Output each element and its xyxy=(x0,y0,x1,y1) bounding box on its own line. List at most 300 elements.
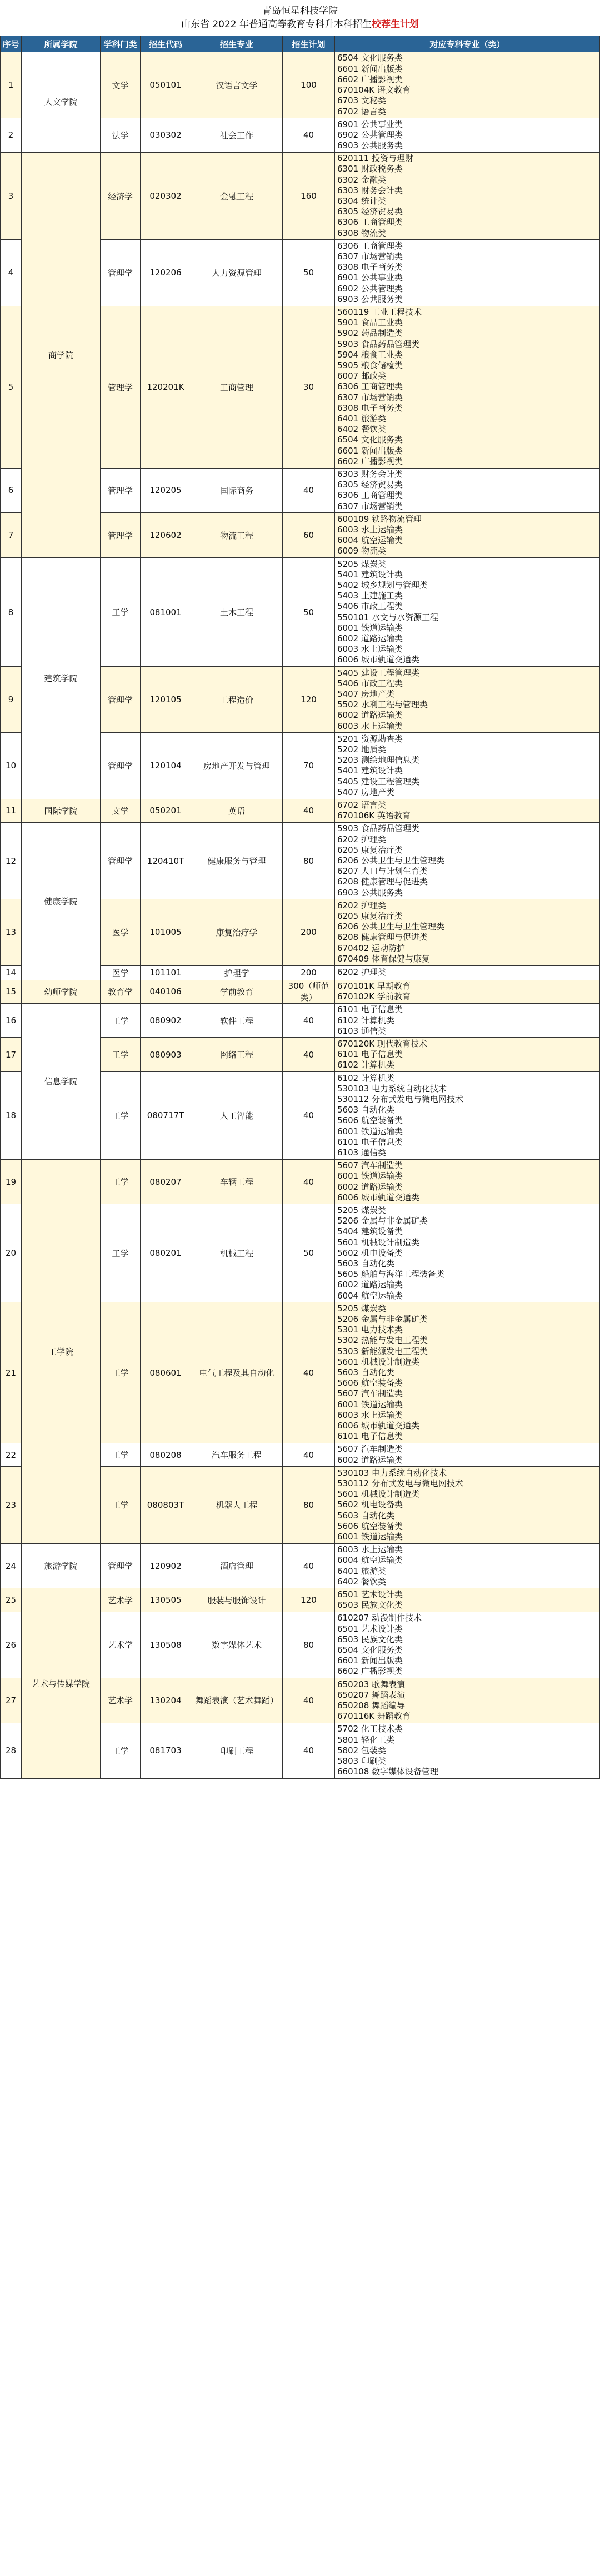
source-major-item: 650207 舞蹈表演 xyxy=(337,1689,406,1700)
category-cell: 管理学 xyxy=(101,469,141,514)
source-major-item: 6103 通信类 xyxy=(337,1147,386,1158)
college-cell: 商学院 xyxy=(22,153,101,558)
source-major-item: 610207 动漫制作技术 xyxy=(337,1613,422,1623)
category-cell: 管理学 xyxy=(101,667,141,733)
source-major-item: 6503 民族文化类 xyxy=(337,1600,403,1611)
source-majors-cell xyxy=(335,823,600,899)
source-major-item: 6003 水上运输类 xyxy=(337,1410,403,1420)
source-majors-list xyxy=(337,119,597,151)
row-number: 24 xyxy=(1,1544,22,1589)
plan-cell: 80 xyxy=(283,1467,335,1543)
row-number: 17 xyxy=(1,1038,22,1072)
major-name-cell: 机器人工程 xyxy=(191,1467,283,1543)
source-major-item: 5601 机械设计制造类 xyxy=(337,1489,419,1500)
source-major-item: 5407 房地产类 xyxy=(337,689,394,700)
source-major-item: 6002 道路运输类 xyxy=(337,1455,403,1465)
source-major-item: 5502 水利工程与管理类 xyxy=(337,700,428,710)
source-major-item: 670102K 学前教育 xyxy=(337,992,411,1002)
source-major-item: 6001 铁道运输类 xyxy=(337,1531,403,1542)
code-cell: 120201K xyxy=(141,306,191,469)
source-major-item: 5405 建设工程管理类 xyxy=(337,667,419,678)
source-major-item: 5605 船舶与海洋工程装备类 xyxy=(337,1269,444,1280)
code-cell: 120602 xyxy=(141,513,191,558)
major-name-cell: 车辆工程 xyxy=(191,1160,283,1205)
source-major-item: 6308 物流类 xyxy=(337,228,386,238)
source-majors-cell xyxy=(335,153,600,240)
row-number: 3 xyxy=(1,153,22,240)
source-major-item: 6101 电子信息类 xyxy=(337,1136,403,1147)
source-major-item: 6207 人口与计划生育类 xyxy=(337,866,428,877)
source-major-item: 6504 文化服务类 xyxy=(337,53,403,63)
category-cell: 文学 xyxy=(101,52,141,118)
row-number: 18 xyxy=(1,1072,22,1160)
plan-cell: 40 xyxy=(283,1038,335,1072)
source-major-item: 5402 城乡规划与管理类 xyxy=(337,580,428,591)
source-major-item: 6003 水上运输类 xyxy=(337,721,403,731)
source-majors-cell xyxy=(335,1612,600,1678)
source-major-item: 5902 药品制造类 xyxy=(337,328,403,339)
source-majors-list xyxy=(337,1545,597,1587)
source-major-item: 6007 邮政类 xyxy=(337,371,386,381)
major-name-cell: 酒店管理 xyxy=(191,1544,283,1589)
category-cell: 管理学 xyxy=(101,306,141,469)
source-major-item: 5603 自动化类 xyxy=(337,1105,394,1115)
code-cell: 050101 xyxy=(141,52,191,118)
source-major-item: 6307 市场营销类 xyxy=(337,251,403,262)
source-major-item: 670120K 现代教育技术 xyxy=(337,1038,427,1049)
source-major-item: 6306 工商管理类 xyxy=(337,381,403,392)
source-major-item: 6602 广播影视类 xyxy=(337,74,403,84)
source-major-item: 6903 公共服务类 xyxy=(337,294,403,304)
college-cell: 幼师学院 xyxy=(22,980,101,1004)
source-major-item: 6002 道路运输类 xyxy=(337,1181,403,1192)
plan-cell: 40 xyxy=(283,118,335,153)
source-major-item: 6302 金融类 xyxy=(337,174,386,185)
source-major-item: 6305 经济贸易类 xyxy=(337,480,403,490)
row-number: 15 xyxy=(1,980,22,1004)
row-number: 4 xyxy=(1,240,22,306)
source-major-item: 650203 歌舞表演 xyxy=(337,1679,406,1689)
major-name-cell: 电气工程及其自动化 xyxy=(191,1302,283,1443)
source-major-item: 5603 自动化类 xyxy=(337,1258,394,1269)
source-majors-list xyxy=(337,1724,597,1777)
plan-cell: 120 xyxy=(283,1588,335,1612)
code-cell: 120902 xyxy=(141,1544,191,1589)
major-name-cell: 工程造价 xyxy=(191,667,283,733)
source-major-item: 5303 新能源发电工程类 xyxy=(337,1346,428,1356)
header-major: 招生专业 xyxy=(191,36,283,52)
source-majors-cell xyxy=(335,1678,600,1723)
source-majors-cell xyxy=(335,1443,600,1467)
code-cell: 130204 xyxy=(141,1678,191,1723)
source-major-item: 6308 电子商务类 xyxy=(337,262,403,273)
row-number: 21 xyxy=(1,1302,22,1443)
enrollment-table xyxy=(0,36,600,1779)
code-cell: 120105 xyxy=(141,667,191,733)
source-major-item: 5602 机电设备类 xyxy=(337,1500,403,1510)
plan-cell: 300（师范类） xyxy=(283,980,335,1004)
source-major-item: 5205 煤炭类 xyxy=(337,559,386,569)
source-major-item: 6501 艺术设计类 xyxy=(337,1623,403,1634)
category-cell: 工学 xyxy=(101,558,141,667)
major-name-cell: 软件工程 xyxy=(191,1004,283,1038)
source-major-item: 6703 文秘类 xyxy=(337,95,386,106)
source-major-item: 6902 公共管理类 xyxy=(337,129,403,140)
plan-cell: 50 xyxy=(283,558,335,667)
title-highlight: 校荐生计划 xyxy=(372,19,419,30)
category-cell: 管理学 xyxy=(101,240,141,306)
major-name-cell: 机械工程 xyxy=(191,1204,283,1302)
source-major-item: 6003 水上运输类 xyxy=(337,525,403,535)
source-major-item: 5603 自动化类 xyxy=(337,1510,394,1521)
source-major-item: 6306 工商管理类 xyxy=(337,240,403,251)
source-majors-list xyxy=(337,1161,597,1203)
source-majors-cell xyxy=(335,1004,600,1038)
college-cell: 艺术与传媒学院 xyxy=(22,1588,101,1778)
source-major-item: 6002 道路运输类 xyxy=(337,710,403,721)
major-name-cell: 人工智能 xyxy=(191,1072,283,1160)
source-majors-list xyxy=(337,982,597,1002)
source-majors-cell xyxy=(335,469,600,514)
source-major-item: 6602 广播影视类 xyxy=(337,456,403,466)
code-cell: 080902 xyxy=(141,1004,191,1038)
plan-cell: 50 xyxy=(283,1204,335,1302)
source-majors-cell xyxy=(335,1588,600,1612)
major-name-cell: 物流工程 xyxy=(191,513,283,558)
code-cell: 080903 xyxy=(141,1038,191,1072)
source-major-item: 5606 航空装备类 xyxy=(337,1521,403,1531)
row-number: 5 xyxy=(1,306,22,469)
source-major-item: 600109 铁路物流管理 xyxy=(337,514,422,524)
code-cell: 080601 xyxy=(141,1302,191,1443)
source-major-item: 6202 护理类 xyxy=(337,967,386,978)
plan-cell: 40 xyxy=(283,1072,335,1160)
source-major-item: 6009 物流类 xyxy=(337,546,386,556)
source-major-item: 5406 市政工程类 xyxy=(337,678,403,688)
source-major-item: 6004 航空运输类 xyxy=(337,1555,403,1566)
source-major-item: 6202 护理类 xyxy=(337,834,386,844)
source-major-item: 6001 铁道运输类 xyxy=(337,622,403,633)
source-major-item: 6902 公共管理类 xyxy=(337,283,403,294)
source-majors-list xyxy=(337,668,597,731)
source-majors-list xyxy=(337,470,597,512)
source-major-item: 5803 印刷类 xyxy=(337,1755,386,1766)
category-cell: 法学 xyxy=(101,118,141,153)
row-number: 12 xyxy=(1,823,22,899)
source-majors-list xyxy=(337,514,597,556)
plan-cell: 40 xyxy=(283,1544,335,1589)
plan-cell: 40 xyxy=(283,1443,335,1467)
source-majors-cell xyxy=(335,1467,600,1543)
source-majors-cell xyxy=(335,1204,600,1302)
source-majors-list xyxy=(337,824,597,898)
code-cell: 120205 xyxy=(141,469,191,514)
row-number: 6 xyxy=(1,469,22,514)
code-cell: 080803T xyxy=(141,1467,191,1543)
source-majors-cell xyxy=(335,799,600,823)
source-majors-list xyxy=(337,1468,597,1542)
source-major-item: 6903 公共服务类 xyxy=(337,887,403,898)
source-majors-list xyxy=(337,1589,597,1610)
code-cell: 120206 xyxy=(141,240,191,306)
plan-cell: 200 xyxy=(283,899,335,965)
major-name-cell: 国际商务 xyxy=(191,469,283,514)
plan-cell: 120 xyxy=(283,667,335,733)
major-name-cell: 学前教育 xyxy=(191,980,283,1004)
source-major-item: 6001 铁道运输类 xyxy=(337,1171,403,1181)
plan-cell: 40 xyxy=(283,1004,335,1038)
row-number: 28 xyxy=(1,1723,22,1779)
row-number: 11 xyxy=(1,799,22,823)
source-major-item: 620111 投资与理财 xyxy=(337,153,414,164)
school-name: 青岛恒星科技学院 xyxy=(262,6,338,17)
source-major-item: 6402 餐饮类 xyxy=(337,1576,386,1587)
source-majors-list xyxy=(337,308,597,467)
college-cell: 健康学院 xyxy=(22,823,101,980)
code-cell: 020302 xyxy=(141,153,191,240)
source-major-item: 5405 建设工程管理类 xyxy=(337,776,419,787)
source-major-item: 6301 财政税务类 xyxy=(337,164,403,174)
row-number: 14 xyxy=(1,966,22,980)
row-number: 23 xyxy=(1,1467,22,1543)
source-major-item: 6305 经济贸易类 xyxy=(337,207,403,217)
category-cell: 艺术学 xyxy=(101,1678,141,1723)
source-major-item: 5407 房地产类 xyxy=(337,787,394,797)
header-plan: 招生计划 xyxy=(283,36,335,52)
source-major-item: 6901 公共事业类 xyxy=(337,119,403,129)
source-major-item: 5702 化工技术类 xyxy=(337,1724,403,1734)
row-number: 10 xyxy=(1,733,22,799)
row-number: 2 xyxy=(1,118,22,153)
source-majors-cell xyxy=(335,1038,600,1072)
category-cell: 艺术学 xyxy=(101,1588,141,1612)
document-title xyxy=(0,18,600,31)
code-cell: 101101 xyxy=(141,966,191,980)
source-major-item: 5901 食品工业类 xyxy=(337,318,403,328)
source-major-item: 670106K 英语教育 xyxy=(337,811,411,821)
college-cell: 工学院 xyxy=(22,1160,101,1544)
header-category: 学科门类 xyxy=(101,36,141,52)
college-cell: 建筑学院 xyxy=(22,558,101,799)
source-major-item: 5606 航空装备类 xyxy=(337,1115,403,1126)
source-majors-cell xyxy=(335,240,600,306)
source-majors-cell xyxy=(335,899,600,965)
plan-cell: 40 xyxy=(283,1678,335,1723)
source-major-item: 650208 舞蹈编导 xyxy=(337,1700,406,1710)
code-cell: 130508 xyxy=(141,1612,191,1678)
source-major-item: 5201 资源勘查类 xyxy=(337,733,403,744)
source-majors-cell xyxy=(335,1072,600,1160)
row-number: 20 xyxy=(1,1204,22,1302)
category-cell: 工学 xyxy=(101,1004,141,1038)
source-majors-list xyxy=(337,1613,597,1677)
source-major-item: 5603 自动化类 xyxy=(337,1367,394,1377)
source-major-item: 5401 建筑设计类 xyxy=(337,569,403,580)
source-major-item: 6101 电子信息类 xyxy=(337,1431,403,1442)
source-major-item: 6006 城市轨道交通类 xyxy=(337,1420,419,1431)
source-major-item: 5802 包装类 xyxy=(337,1745,386,1755)
category-cell: 工学 xyxy=(101,1443,141,1467)
document-header xyxy=(0,0,600,36)
source-majors-list xyxy=(337,801,597,821)
source-major-item: 6903 公共服务类 xyxy=(337,140,403,151)
major-name-cell: 人力资源管理 xyxy=(191,240,283,306)
row-number: 16 xyxy=(1,1004,22,1038)
plan-cell: 40 xyxy=(283,1723,335,1779)
source-majors-list xyxy=(337,1679,597,1722)
plan-cell: 40 xyxy=(283,469,335,514)
source-major-item: 6205 康复治疗类 xyxy=(337,911,403,921)
source-major-item: 6202 护理类 xyxy=(337,900,386,910)
source-major-item: 530103 电力系统自动化技术 xyxy=(337,1083,447,1094)
source-major-item: 6102 计算机类 xyxy=(337,1073,394,1083)
source-major-item: 670116K 舞蹈教育 xyxy=(337,1711,411,1722)
row-number: 7 xyxy=(1,513,22,558)
header-code: 招生代码 xyxy=(141,36,191,52)
source-majors-list xyxy=(337,1445,597,1465)
source-major-item: 5205 煤炭类 xyxy=(337,1303,386,1314)
plan-cell: 70 xyxy=(283,733,335,799)
source-majors-list xyxy=(337,1304,597,1442)
source-major-item: 6102 计算机类 xyxy=(337,1060,394,1070)
code-cell: 080207 xyxy=(141,1160,191,1205)
source-majors-cell xyxy=(335,52,600,118)
code-cell: 030302 xyxy=(141,118,191,153)
plan-cell: 60 xyxy=(283,513,335,558)
source-major-item: 5601 机械设计制造类 xyxy=(337,1356,419,1367)
source-major-item: 6401 旅游类 xyxy=(337,414,386,424)
source-major-item: 6306 工商管理类 xyxy=(337,217,403,228)
source-major-item: 6601 新闻出版类 xyxy=(337,63,403,74)
source-majors-cell xyxy=(335,513,600,558)
source-major-item: 6501 艺术设计类 xyxy=(337,1589,403,1599)
source-major-item: 6602 广播影视类 xyxy=(337,1666,403,1677)
source-major-item: 6503 民族文化类 xyxy=(337,1634,403,1644)
header-source-majors: 对应专科专业（类） xyxy=(335,36,600,52)
source-majors-list xyxy=(337,1073,597,1158)
code-cell: 120104 xyxy=(141,733,191,799)
source-major-item: 5601 机械设计制造类 xyxy=(337,1237,419,1247)
row-number: 26 xyxy=(1,1612,22,1678)
source-major-item: 6307 市场营销类 xyxy=(337,501,403,511)
plan-cell: 40 xyxy=(283,1302,335,1443)
major-name-cell: 舞蹈表演（艺术舞蹈） xyxy=(191,1678,283,1723)
source-major-item: 6101 电子信息类 xyxy=(337,1049,403,1060)
source-major-item: 6504 文化服务类 xyxy=(337,435,403,445)
source-major-item: 560119 工业工程技术 xyxy=(337,307,422,318)
source-majors-list xyxy=(337,559,597,665)
source-major-item: 6304 统计类 xyxy=(337,196,386,207)
source-major-item: 6901 公共事业类 xyxy=(337,273,403,283)
source-major-item: 5801 轻化工类 xyxy=(337,1734,394,1745)
source-major-item: 6601 新闻出版类 xyxy=(337,445,403,456)
code-cell: 080201 xyxy=(141,1204,191,1302)
source-major-item: 5607 汽车制造类 xyxy=(337,1444,403,1455)
source-major-item: 530103 电力系统自动化技术 xyxy=(337,1467,447,1478)
college-cell: 人文学院 xyxy=(22,52,101,153)
code-cell: 081001 xyxy=(141,558,191,667)
college-cell: 信息学院 xyxy=(22,1004,101,1160)
source-major-item: 5404 建筑设备类 xyxy=(337,1226,403,1237)
category-cell: 管理学 xyxy=(101,1544,141,1589)
source-majors-list xyxy=(337,900,597,964)
row-number: 8 xyxy=(1,558,22,667)
source-major-item: 6103 通信类 xyxy=(337,1025,386,1036)
source-major-item: 5205 煤炭类 xyxy=(337,1205,386,1215)
source-major-item: 5406 市政工程类 xyxy=(337,601,403,612)
source-major-item: 6004 航空运输类 xyxy=(337,1290,403,1301)
source-major-item: 670402 运动防护 xyxy=(337,943,406,953)
row-number: 25 xyxy=(1,1588,22,1612)
source-major-item: 5203 测绘地理信息类 xyxy=(337,755,419,766)
source-major-item: 5903 食品药品管理类 xyxy=(337,823,419,834)
source-majors-list xyxy=(337,1005,597,1037)
source-major-item: 670101K 早期教育 xyxy=(337,981,411,991)
source-major-item: 6003 水上运输类 xyxy=(337,644,403,655)
category-cell: 工学 xyxy=(101,1072,141,1160)
source-majors-cell xyxy=(335,1302,600,1443)
source-major-item: 6205 康复治疗类 xyxy=(337,844,403,855)
code-cell: 050201 xyxy=(141,799,191,823)
source-major-item: 5903 食品药品管理类 xyxy=(337,339,419,349)
source-major-item: 6002 道路运输类 xyxy=(337,633,403,644)
source-major-item: 6206 公共卫生与卫生管理类 xyxy=(337,922,444,932)
category-cell: 工学 xyxy=(101,1160,141,1205)
category-cell: 工学 xyxy=(101,1204,141,1302)
source-major-item: 530112 分布式发电与微电网技术 xyxy=(337,1094,464,1104)
code-cell: 120410T xyxy=(141,823,191,899)
source-majors-list xyxy=(337,967,597,979)
code-cell: 130505 xyxy=(141,1588,191,1612)
source-major-item: 5302 热能与发电工程类 xyxy=(337,1335,428,1346)
plan-cell: 80 xyxy=(283,1612,335,1678)
major-name-cell: 汉语言文学 xyxy=(191,52,283,118)
plan-cell: 40 xyxy=(283,799,335,823)
source-major-item: 5606 航空装备类 xyxy=(337,1378,403,1388)
source-major-item: 6702 语言类 xyxy=(337,800,386,811)
row-number: 27 xyxy=(1,1678,22,1723)
major-name-cell: 护理学 xyxy=(191,966,283,980)
code-cell: 080717T xyxy=(141,1072,191,1160)
source-major-item: 5206 金属与非金属矿类 xyxy=(337,1314,428,1324)
header-college: 所属学院 xyxy=(22,36,101,52)
major-name-cell: 服装与服饰设计 xyxy=(191,1588,283,1612)
source-major-item: 6004 航空运输类 xyxy=(337,535,403,546)
source-major-item: 670409 体育保健与康复 xyxy=(337,953,431,964)
major-name-cell: 英语 xyxy=(191,799,283,823)
major-name-cell: 社会工作 xyxy=(191,118,283,153)
code-cell: 081703 xyxy=(141,1723,191,1779)
source-major-item: 5403 土建施工类 xyxy=(337,591,403,601)
college-cell: 国际学院 xyxy=(22,799,101,823)
source-majors-cell xyxy=(335,1723,600,1779)
source-major-item: 6303 财务会计类 xyxy=(337,469,403,480)
category-cell: 工学 xyxy=(101,1302,141,1443)
source-majors-list xyxy=(337,53,597,117)
source-major-item: 5905 粮食储检类 xyxy=(337,360,403,371)
source-major-item: 6102 计算机类 xyxy=(337,1015,394,1025)
source-majors-cell xyxy=(335,667,600,733)
plan-cell: 100 xyxy=(283,52,335,118)
major-name-cell: 健康服务与管理 xyxy=(191,823,283,899)
category-cell: 管理学 xyxy=(101,513,141,558)
source-majors-cell xyxy=(335,118,600,153)
row-number: 19 xyxy=(1,1160,22,1205)
source-majors-list xyxy=(337,241,597,304)
source-major-item: 670104K 语文教育 xyxy=(337,85,411,95)
source-major-item: 6003 水上运输类 xyxy=(337,1544,403,1555)
row-number: 9 xyxy=(1,667,22,733)
